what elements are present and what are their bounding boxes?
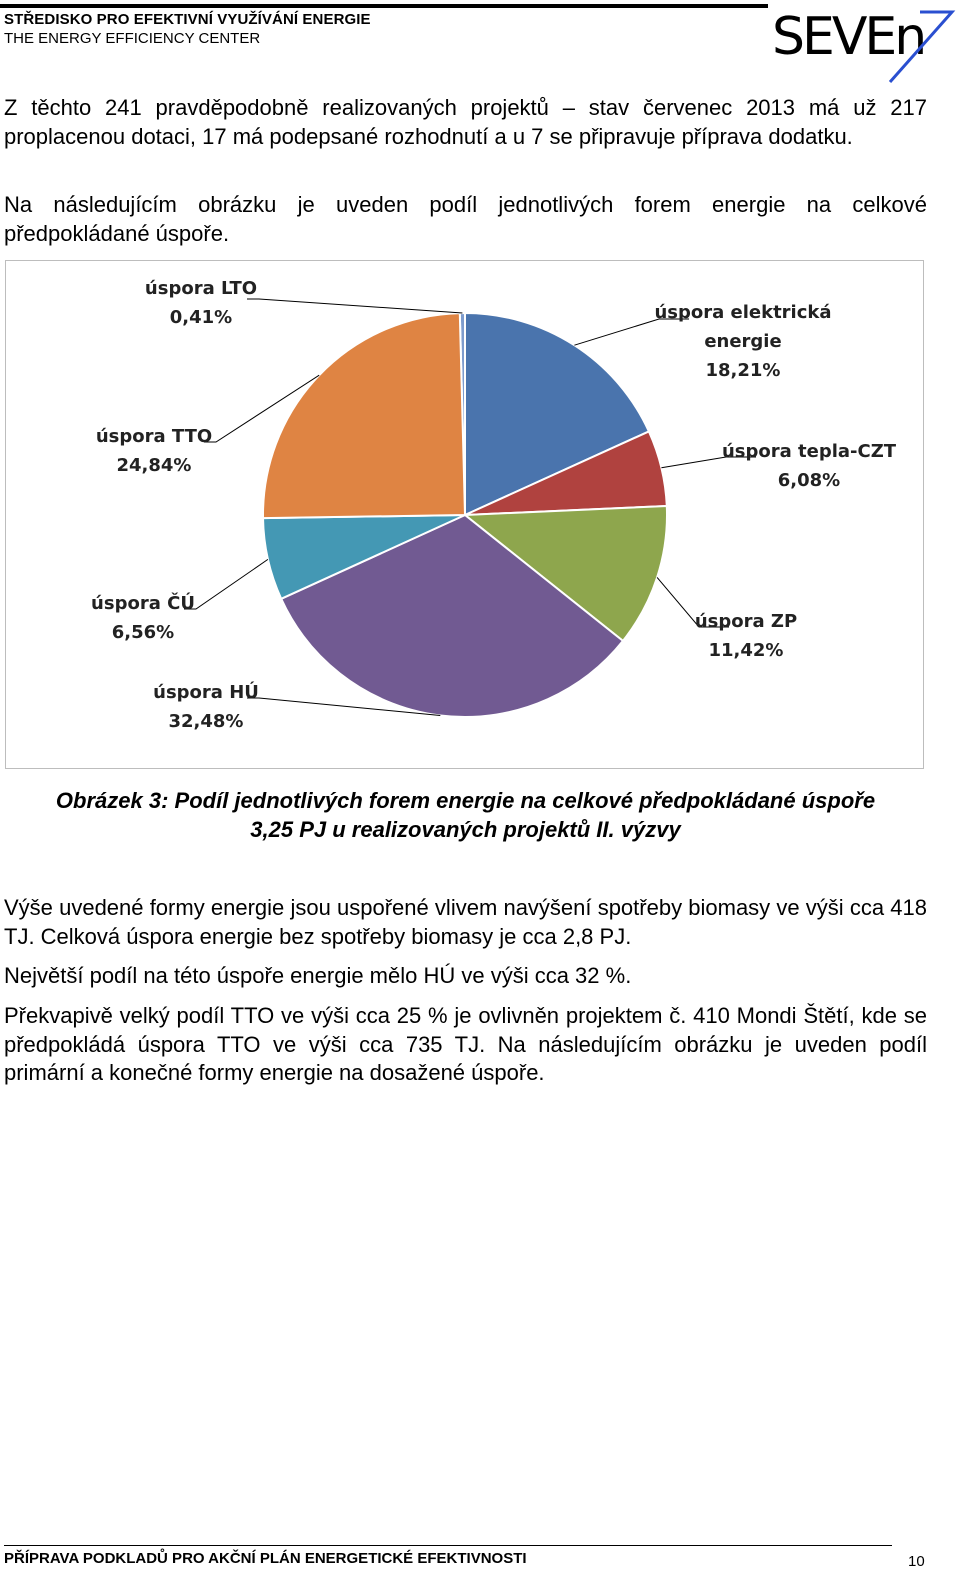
- header-rule: [0, 4, 768, 8]
- slice-label: [654, 302, 831, 381]
- chart-frame: [5, 260, 924, 769]
- slice-name-label: úspora tepla-CZT: [721, 441, 897, 462]
- slice-value-label: 24,84%: [116, 455, 192, 476]
- seven-logo: [770, 2, 956, 86]
- slice-label: [695, 611, 797, 661]
- slice-value-label: 6,08%: [777, 470, 841, 491]
- slice-value-label: 0,41%: [169, 307, 233, 328]
- intro-paragraph-1: Z těchto 241 pravděpodobně realizovaných projektů – stav červenec 2013 má už 217 proplacenou dotaci, 17 má podepsané rozhodnutí a u 7 se připravuje příprava dodatku.: [4, 95, 927, 149]
- body-paragraph-1: Výše uvedené formy energie jsou uspořené vlivem navýšení spotřeby biomasy ve výši cca 418 TJ. Celková úspora energie bez spotřeby biomasy je cca 2,8 PJ.: [4, 895, 927, 949]
- leader-line: [247, 299, 462, 313]
- slice-label: [91, 592, 195, 643]
- slice-name-label: úspora ZP: [694, 611, 798, 632]
- slice-name-label: úspora LTO: [144, 278, 258, 299]
- figure-caption: [4, 786, 927, 844]
- organization-subtitle: THE ENERGY EFFICIENCY CENTER: [4, 30, 261, 47]
- footer-title: PŘÍPRAVA PODKLADŮ PRO AKČNÍ PLÁN ENERGETICKÉ EFEKTIVNOSTI: [4, 1550, 527, 1567]
- slice-label: [722, 441, 897, 491]
- intro-paragraph-2: Na následujícím obrázku je uveden podíl jednotlivých forem energie na celkové předpokládané úspoře.: [4, 192, 927, 246]
- logo-text: SEVEn: [772, 7, 925, 67]
- body-paragraph-3: Překvapivě velký podíl TTO ve výši cca 25 % je ovlivněn projektem č. 410 Mondi Štětí, kde se předpokládá úspora TTO ve výši cca 735 TJ. Na následujícím obrázku je uveden podíl primární a konečné formy energie na dosažené úspoře.: [4, 1003, 927, 1085]
- caption-line-1: Obrázek 3: Podíl jednotlivých forem energie na celkové předpokládané úspoře: [55, 788, 876, 813]
- pie-slice: [263, 313, 465, 518]
- slice-name-label: úspora TTO: [95, 426, 213, 447]
- caption-line-2: 3,25 PJ u realizovaných projektů II. výzvy: [250, 817, 681, 842]
- slice-label: [153, 681, 259, 732]
- slice-name-label: úspora ČÚ: [91, 593, 195, 614]
- page-number: 10: [908, 1553, 925, 1570]
- slice-name-label: úspora elektrická: [654, 302, 832, 323]
- pie-chart: [6, 261, 923, 768]
- slice-name-label: úspora HÚ: [153, 682, 259, 703]
- slice-value-label: 11,42%: [708, 640, 784, 661]
- body-paragraph-2: Největší podíl na této úspoře energie mělo HÚ ve výši cca 32 %.: [4, 963, 632, 988]
- slice-value-label: 6,56%: [111, 622, 175, 643]
- slice-value-label: 32,48%: [168, 711, 244, 732]
- footer-rule: [4, 1545, 892, 1546]
- slice-label: [145, 278, 257, 328]
- leader-line: [184, 559, 268, 609]
- organization-name: STŘEDISKO PRO EFEKTIVNÍ VYUŽÍVÁNÍ ENERGIE: [4, 11, 371, 28]
- slice-name-label: energie: [704, 331, 782, 352]
- slice-value-label: 18,21%: [705, 360, 781, 381]
- slice-label: [96, 426, 212, 476]
